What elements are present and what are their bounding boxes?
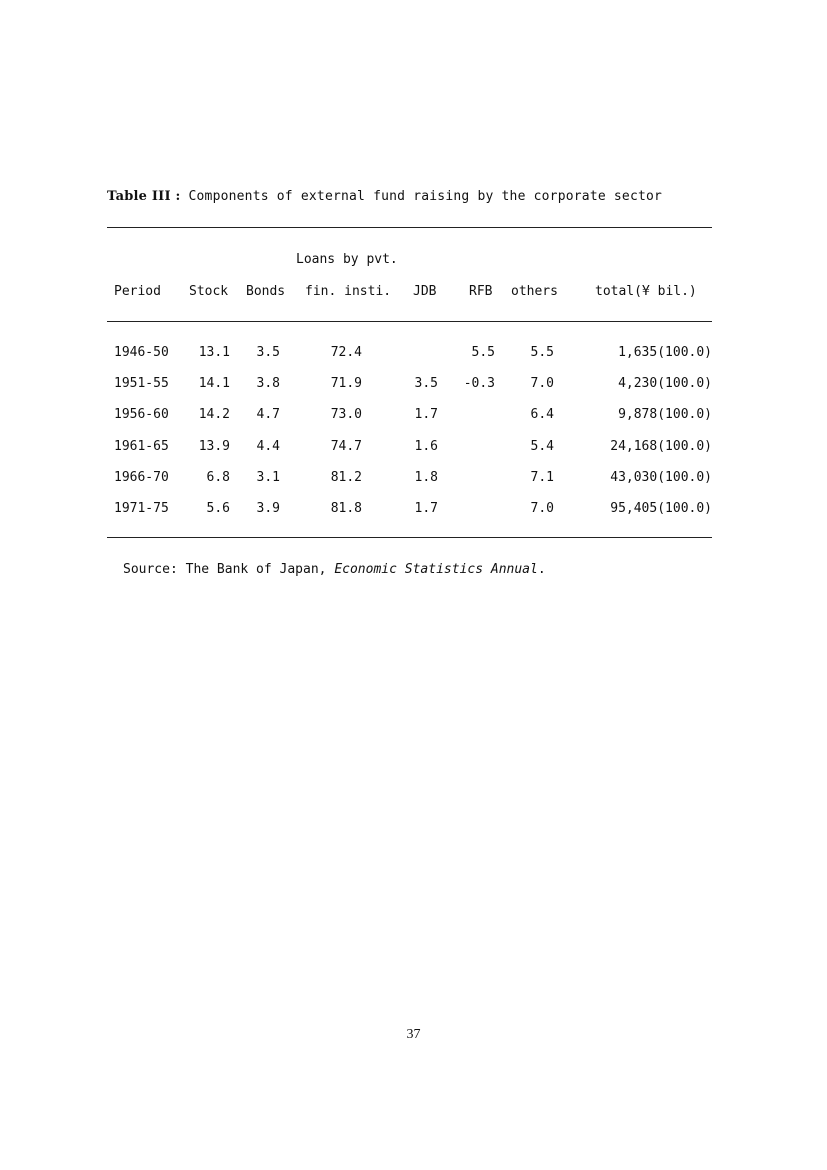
- cell-others: 7.0: [530, 501, 554, 516]
- cell-period: 1946-50: [114, 345, 169, 360]
- cell-jdb: 3.5: [414, 376, 438, 391]
- cell-others: 5.5: [530, 345, 554, 360]
- cell-others: 7.0: [530, 376, 554, 391]
- cell-stock: 13.9: [198, 439, 230, 454]
- cell-loans: 71.9: [330, 376, 362, 391]
- cell-stock: 14.2: [198, 407, 230, 422]
- cell-loans: 81.8: [330, 501, 362, 516]
- cell-total: 4,230(100.0): [618, 376, 712, 391]
- cell-rfb: 5.5: [471, 345, 495, 360]
- cell-others: 6.4: [530, 407, 554, 422]
- cell-others: 7.1: [530, 470, 554, 485]
- header-bonds: Bonds: [246, 284, 286, 299]
- source-publication: Economic Statistics Annual: [334, 562, 538, 577]
- cell-bonds: 4.7: [256, 407, 280, 422]
- cell-loans: 81.2: [330, 470, 362, 485]
- cell-bonds: 3.5: [256, 345, 280, 360]
- cell-period: 1971-75: [114, 501, 169, 516]
- cell-bonds: 3.8: [256, 376, 280, 391]
- cell-total: 1,635(100.0): [618, 345, 712, 360]
- table-caption: Components of external fund raising by the corporate sector: [188, 189, 663, 204]
- header-rule: [107, 321, 712, 322]
- cell-total: 24,168(100.0): [610, 439, 712, 454]
- cell-total: 9,878(100.0): [618, 407, 712, 422]
- top-rule: [107, 227, 712, 228]
- cell-stock: 6.8: [206, 470, 230, 485]
- cell-jdb: 1.7: [414, 501, 438, 516]
- page-number: 37: [406, 1027, 421, 1042]
- source-prefix: Source: The Bank of Japan,: [123, 562, 335, 577]
- header-loans-line1: Loans by pvt.: [296, 252, 398, 267]
- cell-stock: 14.1: [198, 376, 230, 391]
- bottom-rule: [107, 537, 712, 538]
- cell-period: 1956-60: [114, 407, 169, 422]
- cell-bonds: 3.1: [256, 470, 280, 485]
- cell-bonds: 4.4: [256, 439, 280, 454]
- cell-stock: 5.6: [206, 501, 230, 516]
- table-title: [107, 189, 662, 204]
- cell-period: 1966-70: [114, 470, 169, 485]
- cell-others: 5.4: [530, 439, 554, 454]
- cell-jdb: 1.8: [414, 470, 438, 485]
- cell-total: 95,405(100.0): [610, 501, 712, 516]
- cell-loans: 72.4: [330, 345, 362, 360]
- cell-loans: 73.0: [330, 407, 362, 422]
- table-label: Table III :: [107, 189, 181, 204]
- source-note: [123, 562, 546, 577]
- cell-stock: 13.1: [198, 345, 230, 360]
- cell-bonds: 3.9: [256, 501, 280, 516]
- header-loans-line2: fin. insti.: [305, 284, 392, 299]
- cell-period: 1951-55: [114, 376, 169, 391]
- header-others: others: [511, 284, 558, 299]
- header-stock: Stock: [189, 284, 229, 299]
- cell-period: 1961-65: [114, 439, 169, 454]
- source-suffix: .: [537, 562, 546, 577]
- header-total: total(¥ bil.): [595, 284, 697, 299]
- header-jdb: JDB: [413, 284, 437, 299]
- header-rfb: RFB: [469, 284, 493, 299]
- cell-total: 43,030(100.0): [610, 470, 712, 485]
- cell-rfb: -0.3: [463, 376, 495, 391]
- cell-jdb: 1.6: [414, 439, 438, 454]
- cell-jdb: 1.7: [414, 407, 438, 422]
- header-period: Period: [114, 284, 161, 299]
- cell-loans: 74.7: [330, 439, 362, 454]
